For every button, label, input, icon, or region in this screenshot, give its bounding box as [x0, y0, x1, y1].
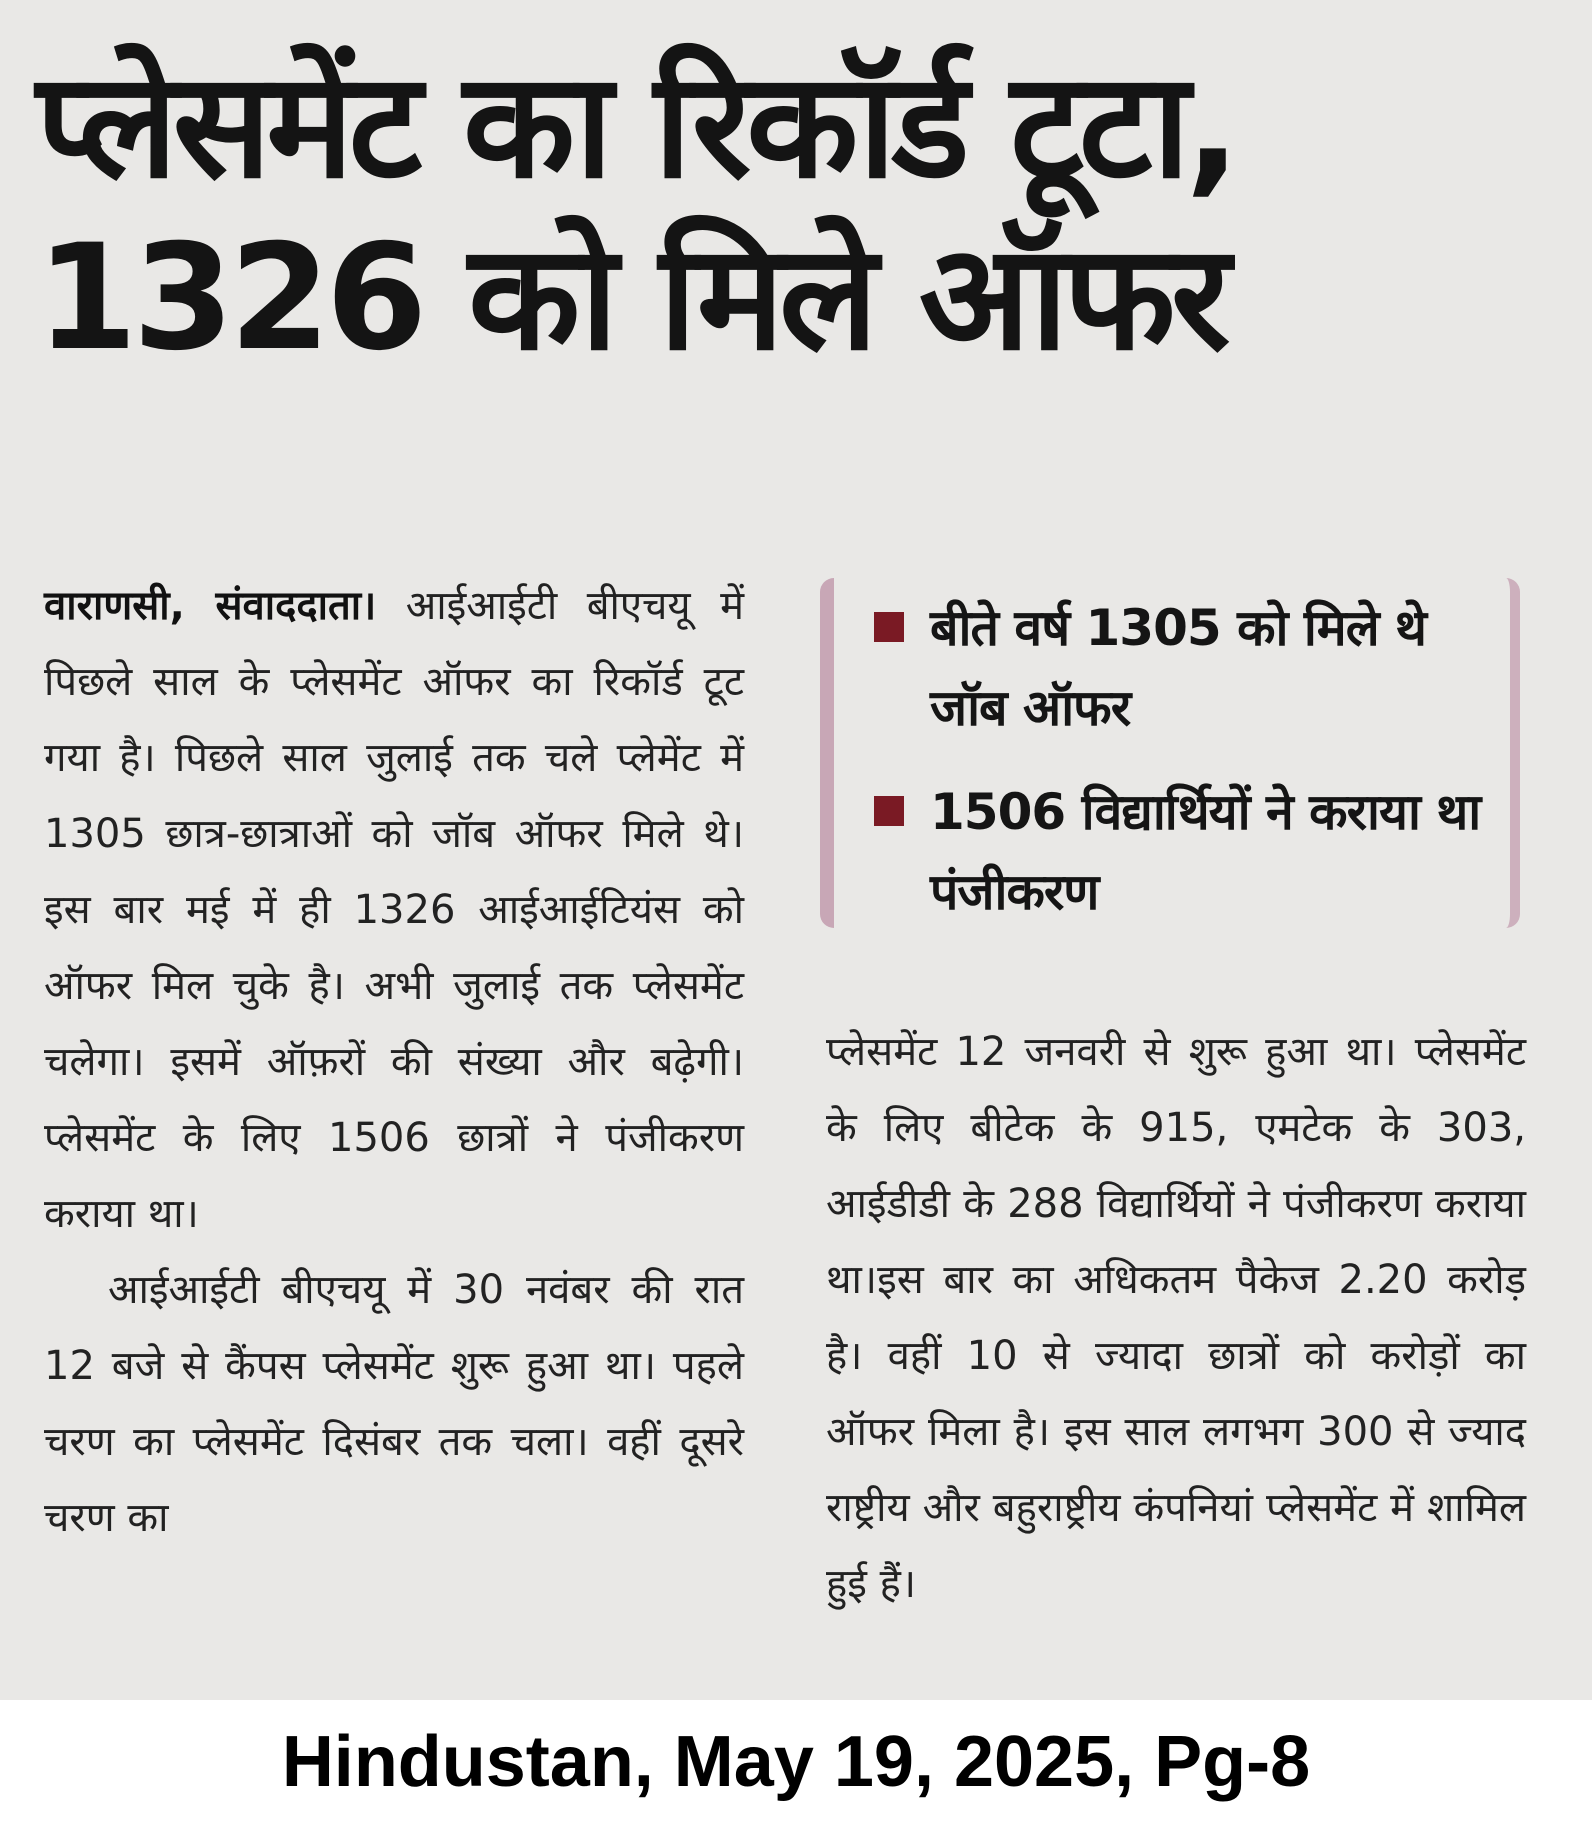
highlights-box — [820, 578, 1520, 928]
article-paragraph-2: आईआईटी बीएचयू में 30 नवंबर की रात 12 बजे से कैंपस प्लेसमेंट शुरू हुआ था। पहले चरण का प्लेसमेंट दिसंबर तक चला। वहीं दूसरे चरण का — [44, 1267, 744, 1541]
headline-line-1: प्लेसमेंट का रिकॉर्ड टूटा, — [36, 41, 1236, 211]
article-column-left — [44, 568, 744, 1556]
source-caption: Hindustan, May 19, 2025, Pg-8 — [281, 1722, 1311, 1802]
headline — [36, 40, 1556, 384]
highlight-text: 1506 विद्यार्थियों ने कराया था पंजीकरण — [930, 783, 1481, 921]
article-paragraph-1 — [44, 568, 744, 1252]
article-paragraph-3: प्लेसमेंट 12 जनवरी से शुरू हुआ था। प्लेसमेंट के लिए बीटेक के 915, एमटेक के 303, आईडीडी के 288 विद्यार्थियों ने पंजीकरण कराया था।इस बार का अधिकतम पैकेज 2.20 करोड़ है। वहीं 10 से ज्यादा छात्रों को करोड़ों का ऑफर मिला है। इस साल लगभग 300 से ज्याद राष्ट्रीय और बहुराष्ट्रीय कंपनियां प्लेसमेंट में शामिल हुई हैं। — [826, 1029, 1526, 1607]
square-bullet-icon — [874, 612, 904, 642]
highlight-item — [874, 772, 1510, 932]
highlight-item — [874, 588, 1510, 748]
article-column-right — [826, 1014, 1526, 1622]
highlight-text: बीते वर्ष 1305 को मिले थे जॉब ऑफर — [930, 599, 1426, 737]
article-paragraph-1-text: आईआईटी बीएचयू में पिछले साल के प्लेसमेंट ऑफर का रिकॉर्ड टूट गया है। पिछले साल जुलाई तक चले प्लेमेंट में 1305 छात्र-छात्राओं को जॉब ऑफर मिले थे। इस बार मई में ही 1326 आईआईटियंस को ऑफर मिल चुके है। अभी जुलाई तक प्लेसमेंट चलेगा। इसमें ऑफ़रों की संख्या और बढ़ेगी। प्लेसमेंट के लिए 1506 छात्रों ने पंजीकरण कराया था। — [44, 583, 744, 1237]
dateline: वाराणसी, संवाददाता। — [44, 583, 377, 629]
square-bullet-icon — [874, 796, 904, 826]
headline-line-2: 1326 को मिले ऑफर — [36, 213, 1226, 383]
